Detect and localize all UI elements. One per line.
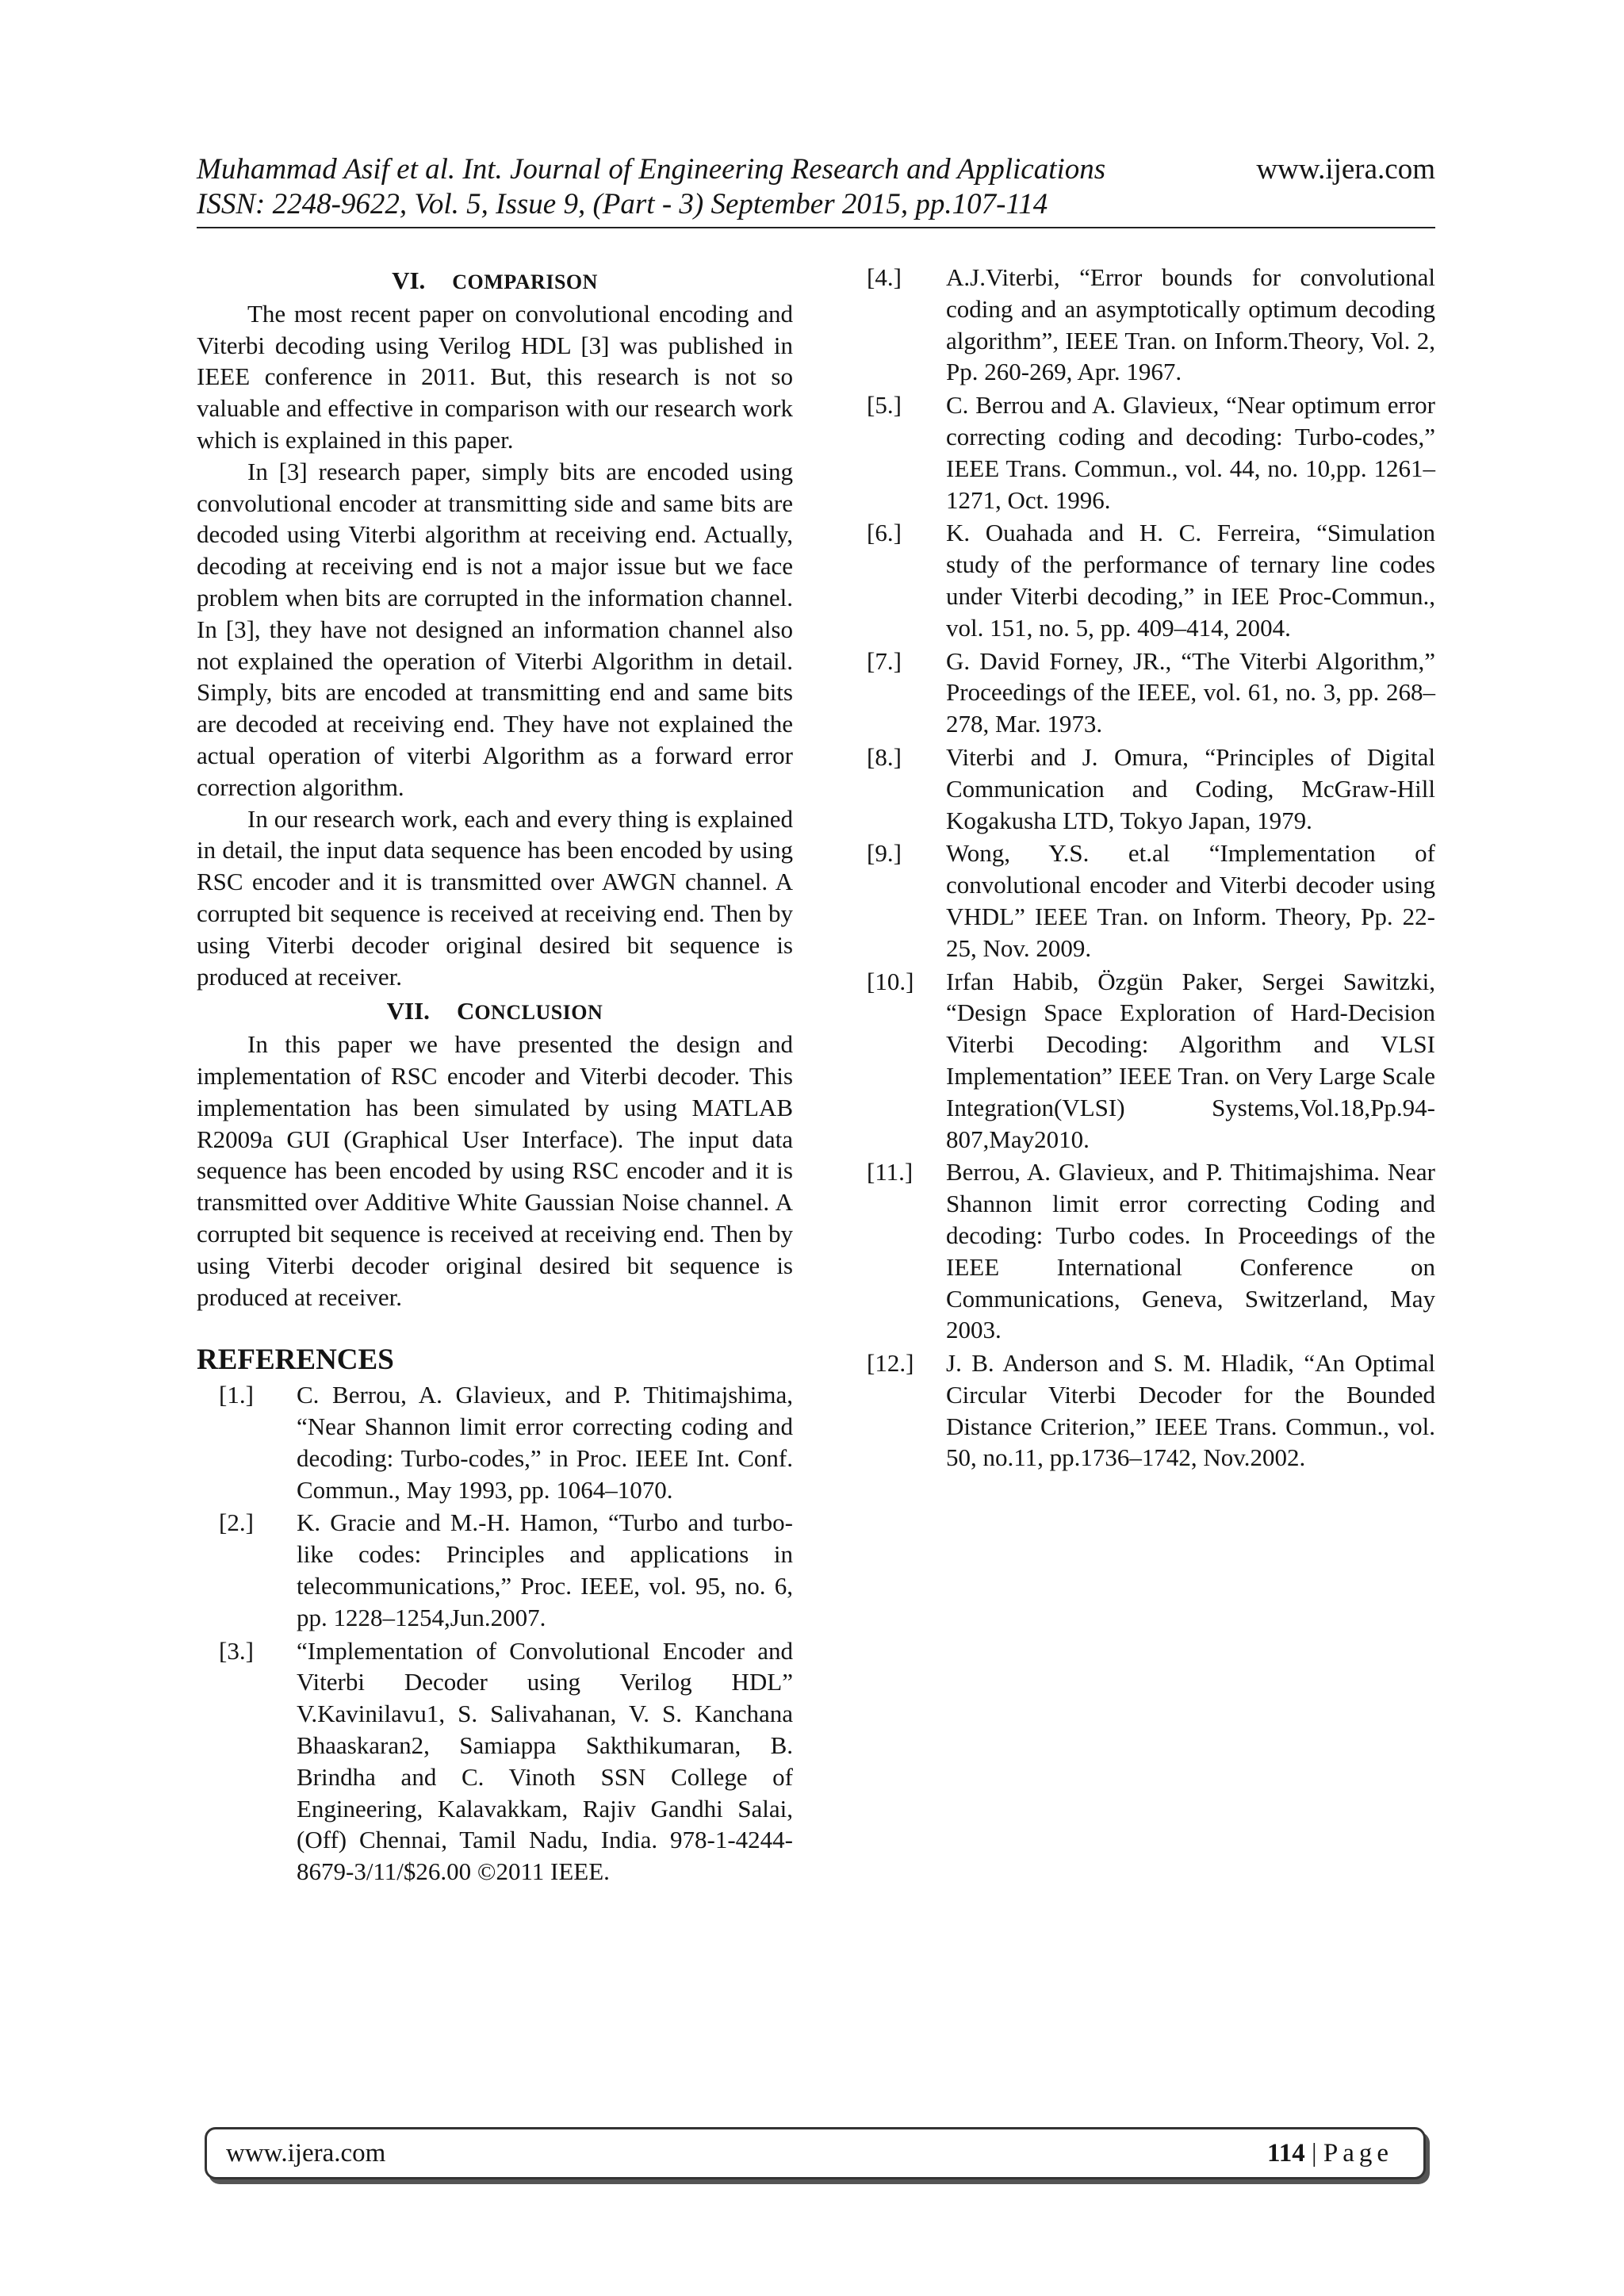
- reference-number: [2.]: [219, 1508, 254, 1537]
- section-title: COMPARISON: [452, 270, 598, 293]
- section-number: VI.: [392, 266, 426, 294]
- section-number: VII.: [386, 997, 430, 1025]
- reference-item: [197, 1507, 793, 1633]
- footer-url[interactable]: www.ijera.com: [226, 2139, 386, 2168]
- reference-number: [5.]: [867, 391, 902, 420]
- reference-item: [867, 262, 1435, 388]
- reference-number: [10.]: [867, 967, 914, 995]
- reference-item: [867, 517, 1435, 643]
- reference-item: [867, 838, 1435, 964]
- reference-number: [11.]: [867, 1158, 914, 1186]
- reference-text: “Implementation of Convolutional Encoder and Viterbi Decoder using Verilog HDL” V.Kavinilavu1, S. Salivahanan, V. S. Kanchana Bhaaskaran2, Samiappa Sakthikumaran, B. Brindha and C. Vinoth SSN College of Engineering, Kalavakkam, Rajiv Gandhi Salai, (Off) Chennai, Tamil Nadu, India. 978-1-4244-8679-3/11/$26.00 ©2011 IEEE.: [297, 1636, 793, 1886]
- reference-number: [6.]: [867, 519, 902, 547]
- issn-line: ISSN: 2248-9622, Vol. 5, Issue 9, (Part - 3) September 2015, pp.107-114: [197, 188, 1048, 220]
- reference-text: Berrou, A. Glavieux, and P. Thitimajshima. Near Shannon limit error correcting Coding and decoding: Turbo codes. In Proceedings of the IEEE International Conference on Communications, Geneva, Switzerland, May 2003.: [946, 1158, 1435, 1344]
- reference-text: Viterbi and J. Omura, “Principles of Digital Communication and Coding, McGraw-Hill Kogakusha LTD, Tokyo Japan, 1979.: [946, 742, 1435, 834]
- reference-text: K. Gracie and M.-H. Hamon, “Turbo and turbo-like codes: Principles and applications in telecommunications,” Proc. IEEE, vol. 95, no. 6, pp. 1228–1254,Jun.2007.: [297, 1508, 793, 1631]
- reference-text: A.J.Viterbi, “Error bounds for convolutional coding and an asymptotically optimum decoding algorithm”, IEEE Tran. on Inform.Theory, Vol. 2, Pp. 260-269, Apr. 1967.: [946, 263, 1435, 386]
- reference-item: [867, 646, 1435, 740]
- reference-number: [12.]: [867, 1349, 914, 1378]
- reference-text: J. B. Anderson and S. M. Hladik, “An Optimal Circular Viterbi Decoder for the Bounded Distance Criterion,” IEEE Trans. Commun., vol. 50, no.11, pp.1736–1742, Nov.2002.: [946, 1349, 1435, 1472]
- journal-title: Muhammad Asif et al. Int. Journal of Engineering Research and Applications: [197, 153, 1106, 186]
- header-rule: [197, 227, 1435, 228]
- reference-text: C. Berrou and A. Glavieux, “Near optimum error correcting coding and decoding: Turbo-codes,” IEEE Trans. Commun., vol. 44, no. 10,pp. 1261–1271, Oct. 1996.: [946, 391, 1435, 514]
- section-heading-comparison: [197, 265, 793, 298]
- reference-item: [867, 966, 1435, 1156]
- reference-text: C. Berrou, A. Glavieux, and P. Thitimajshima, “Near Shannon limit error correcting coding and decoding: Turbo-codes,” in Proc. IEEE Int. Conf. Commun., May 1993, pp. 1064–1070.: [297, 1381, 793, 1504]
- comparison-paragraph-3: In our research work, each and every thing is explained in detail, the input data sequence has been encoded by using RSC encoder and it is transmitted over AWGN channel. A corrupted bit sequence is received at receiving end. Then by using Viterbi decoder original desired bit sequence is produced at receiver.: [197, 804, 793, 991]
- page-number: 114: [1267, 2139, 1305, 2168]
- running-header: [197, 152, 1435, 222]
- section-title-initial: C: [456, 997, 475, 1025]
- reference-item: [867, 1156, 1435, 1346]
- comparison-paragraph-1: The most recent paper on convolutional encoding and Viterbi decoding using Verilog HDL [3] was published in IEEE conference in 2011. But, this research is not so valuable and effective in comparison with our research work which is explained in this paper.: [197, 299, 793, 454]
- section-heading-conclusion: [197, 995, 793, 1029]
- reference-text: Wong, Y.S. et.al “Implementation of convolutional encoder and Viterbi decoder using VHDL” IEEE Tran. on Inform. Theory, Pp. 22-25, Nov. 2009.: [946, 839, 1435, 962]
- reference-item: [197, 1379, 793, 1505]
- right-column: [867, 262, 1435, 1474]
- reference-item: [867, 1347, 1435, 1474]
- page-separator: |: [1304, 2139, 1323, 2168]
- reference-item: [197, 1635, 793, 1888]
- reference-number: [3.]: [219, 1636, 254, 1665]
- reference-number: [4.]: [867, 263, 902, 291]
- conclusion-paragraph: In this paper we have presented the design and implementation of RSC encoder and Viterbi decoder. This implementation has been simulated by using MATLAB R2009a GUI (Graphical User Interface). The input data sequence has been encoded by using RSC encoder and it is transmitted over Additive White Gaussian Noise channel. A corrupted bit sequence is received at receiving end. Then by using Viterbi decoder original desired bit sequence is produced at receiver.: [197, 1030, 793, 1311]
- section-title-rest: ONCLUSION: [474, 1001, 603, 1025]
- reference-text: Irfan Habib, Özgün Paker, Sergei Sawitzki, “Design Space Exploration of Hard-Decision Viterbi Decoding: Algorithm and VLSI Implementation” IEEE Tran. on Very Large Scale Integration(VLSI) Systems,Vol.18,Pp.94-807,May2010.: [946, 967, 1435, 1153]
- reference-number: [8.]: [867, 742, 902, 771]
- header-url[interactable]: www.ijera.com: [1256, 153, 1435, 186]
- reference-number: [7.]: [867, 646, 902, 675]
- left-column: [197, 262, 793, 1888]
- reference-number: [1.]: [219, 1381, 254, 1409]
- reference-text: G. David Forney, JR., “The Viterbi Algorithm,” Proceedings of the IEEE, vol. 61, no. 3, pp. 268–278, Mar. 1973.: [946, 646, 1435, 738]
- references-heading: REFERENCES: [197, 1343, 394, 1377]
- footer-page-label: [1267, 2129, 1393, 2177]
- comparison-paragraph-2: In [3] research paper, simply bits are encoded using convolutional encoder at transmitting side and same bits are decoded using Viterbi algorithm at receiving end. Actually, decoding at receiving end is not a major issue but we face problem when bits are corrupted in the information channel. In [3], they have not designed an information channel also not explained the operation of Viterbi Algorithm in detail. Simply, bits are encoded at transmitting end and same bits are decoded at receiving end. They have not explained the actual operation of viterbi Algorithm as a forward error correction algorithm.: [197, 457, 793, 801]
- page-word: Page: [1323, 2139, 1393, 2168]
- reference-item: [867, 742, 1435, 836]
- reference-text: K. Ouahada and H. C. Ferreira, “Simulation study of the performance of ternary line codes under Viterbi decoding,” in IEE Proc-Commun., vol. 151, no. 5, pp. 409–414, 2004.: [946, 519, 1435, 642]
- page-footer: [205, 2127, 1426, 2179]
- header-line-1: [197, 152, 1435, 187]
- reference-number: [9.]: [867, 839, 902, 868]
- reference-item: [867, 389, 1435, 516]
